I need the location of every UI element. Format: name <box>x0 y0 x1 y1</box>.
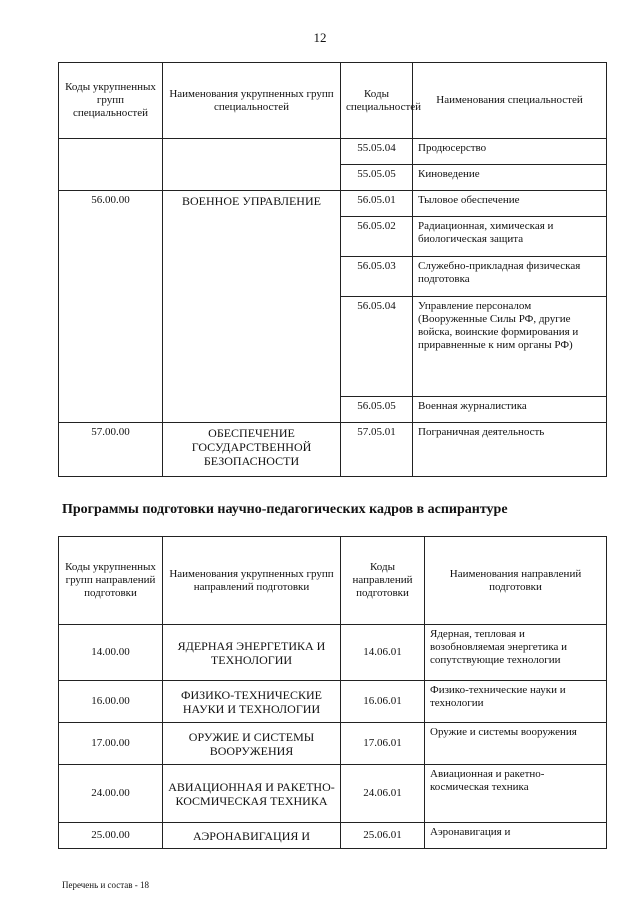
header-group-name: Наименования укрупненных групп специальностей <box>163 63 341 139</box>
spec-name-cell: Киноведение <box>413 165 607 191</box>
footer-note: Перечень и состав - 18 <box>62 880 150 890</box>
direction-name-cell: Физико-технические науки и технологии <box>425 681 607 723</box>
header-spec-code: Коды специальностей <box>341 63 413 139</box>
spec-name-cell: Управление персоналом (Вооруженные Силы РФ, другие войска, воинские формирования и приравненные к ним органы РФ) <box>413 297 607 397</box>
group-name-cell: АЭРОНАВИГАЦИЯ И <box>163 823 341 849</box>
group-code-cell: 14.00.00 <box>59 625 163 681</box>
spec-name-cell: Военная журналистика <box>413 397 607 423</box>
page-number: 12 <box>313 30 327 45</box>
group-code-cell: 16.00.00 <box>59 681 163 723</box>
direction-code-cell: 17.06.01 <box>341 723 425 765</box>
section-title: Программы подготовки научно-педагогических кадров в аспирантуре <box>62 502 508 517</box>
spec-name-cell: Служебно-прикладная физическая подготовка <box>413 257 607 297</box>
spec-name-cell: Продюсерство <box>413 139 607 165</box>
group-code-cell: 57.00.00 <box>59 423 163 477</box>
direction-code-cell: 25.06.01 <box>341 823 425 849</box>
spec-name-cell: Радиационная, химическая и биологическая защита <box>413 217 607 257</box>
spec-name-cell: Тыловое обеспечение <box>413 191 607 217</box>
header-group-name: Наименования укрупненных групп направлений подготовки <box>163 537 341 625</box>
table-row <box>59 765 607 823</box>
postgraduate-programs-table <box>58 536 607 849</box>
table-row <box>59 625 607 681</box>
group-name-cell: ВОЕННОЕ УПРАВЛЕНИЕ <box>163 191 341 423</box>
spec-code-cell: 55.05.04 <box>341 139 413 165</box>
group-name-cell: ОРУЖИЕ И СИСТЕМЫ ВООРУЖЕНИЯ <box>163 723 341 765</box>
header-group-code: Коды укрупненных групп специальностей <box>59 63 163 139</box>
group-code-cell: 17.00.00 <box>59 723 163 765</box>
table-row <box>59 191 607 217</box>
group-name-cell: ФИЗИКО-ТЕХНИЧЕСКИЕ НАУКИ И ТЕХНОЛОГИИ <box>163 681 341 723</box>
spec-name-cell: Пограничная деятельность <box>413 423 607 477</box>
table-row <box>59 423 607 477</box>
group-name-cell <box>163 139 341 191</box>
direction-name-cell: Авиационная и ракетно-космическая техника <box>425 765 607 823</box>
spec-code-cell: 56.05.05 <box>341 397 413 423</box>
direction-code-cell: 14.06.01 <box>341 625 425 681</box>
specialties-table <box>58 62 607 477</box>
spec-code-cell: 56.05.03 <box>341 257 413 297</box>
table-row <box>59 823 607 849</box>
table-row <box>59 139 607 165</box>
group-code-cell: 24.00.00 <box>59 765 163 823</box>
spec-code-cell: 56.05.04 <box>341 297 413 397</box>
table-row <box>59 681 607 723</box>
direction-name-cell: Оружие и системы вооружения <box>425 723 607 765</box>
group-code-cell: 25.00.00 <box>59 823 163 849</box>
direction-name-cell: Аэронавигация и <box>425 823 607 849</box>
spec-code-cell: 57.05.01 <box>341 423 413 477</box>
spec-code-cell: 56.05.02 <box>341 217 413 257</box>
group-code-cell <box>59 139 163 191</box>
header-spec-name: Наименования специальностей <box>413 63 607 139</box>
spec-code-cell: 56.05.01 <box>341 191 413 217</box>
spec-code-cell: 55.05.05 <box>341 165 413 191</box>
group-code-cell: 56.00.00 <box>59 191 163 423</box>
table-row <box>59 723 607 765</box>
header-group-code: Коды укрупненных групп направлений подготовки <box>59 537 163 625</box>
header-direction-code: Коды направлений подготовки <box>341 537 425 625</box>
header-direction-name: Наименования направлений подготовки <box>425 537 607 625</box>
group-name-cell: АВИАЦИОННАЯ И РАКЕТНО-КОСМИЧЕСКАЯ ТЕХНИКА <box>163 765 341 823</box>
direction-name-cell: Ядерная, тепловая и возобновляемая энергетика и сопутствующие технологии <box>425 625 607 681</box>
group-name-cell: ЯДЕРНАЯ ЭНЕРГЕТИКА И ТЕХНОЛОГИИ <box>163 625 341 681</box>
direction-code-cell: 16.06.01 <box>341 681 425 723</box>
group-name-cell: ОБЕСПЕЧЕНИЕ ГОСУДАРСТВЕННОЙ БЕЗОПАСНОСТИ <box>163 423 341 477</box>
direction-code-cell: 24.06.01 <box>341 765 425 823</box>
